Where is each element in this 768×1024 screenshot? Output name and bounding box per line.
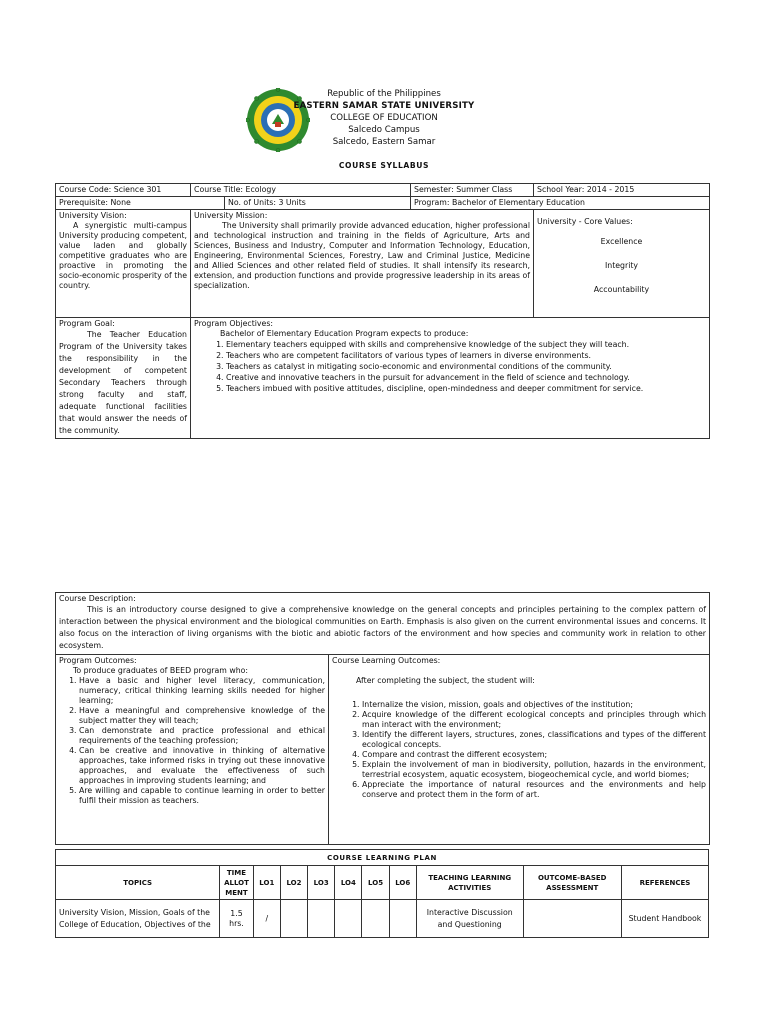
campus-location: Salcedo, Eastern Samar	[332, 137, 436, 147]
syllabus-info-table	[55, 183, 710, 439]
header-assessment: OUTCOME-BASED ASSESSMENT	[523, 866, 621, 900]
header-time-allotment: TIME ALLOT MENT	[220, 866, 253, 900]
row-topic: University Vision, Mission, Goals of the College of Education, Objectives of the	[56, 900, 220, 938]
vision-text: A synergistic multi-campus University producing competent, value laden and globally competitive graduates who are proactive in promoting the socio-economic prosperity of the country.	[59, 221, 188, 290]
list-item: 4. Creative and innovative teachers in the pursuit for advancement in the field of science and technology.	[226, 372, 706, 383]
table-row	[56, 900, 709, 938]
header-lo6: LO6	[389, 866, 416, 900]
list-item: 6. Appreciate the importance of natural resources and the environments and help conserve and protect them in the form of art.	[362, 780, 706, 800]
list-item: 4. Can be creative and innovative in thinking of alternative approaches, take informed risks in trying out these innovative approaches, and evaluate the effectiveness of such approaches in improving students learning; and	[79, 746, 325, 786]
school-year: School Year: 2014 - 2015	[534, 184, 710, 197]
list-item: 3. Teachers as catalyst in mitigating socio-economic and environmental conditions of the community.	[226, 361, 706, 372]
header-activities: TEACHING LEARNING ACTIVITIES	[416, 866, 523, 900]
list-item: 1. Elementary teachers equipped with skills and comprehensive knowledge of the subject they will teach.	[226, 339, 706, 350]
header-lo2: LO2	[280, 866, 307, 900]
program-goal-text: The Teacher Education Program of the University takes the responsibility in the development of competent Secondary Teachers through strong faculty and staff, adequate functional facilities that would answer the needs of the community.	[59, 330, 187, 435]
core-value-item: Accountability	[593, 285, 650, 294]
university-mission-cell	[191, 210, 534, 318]
list-item: 5. Are willing and capable to continue learning in order to better fulfil their mission as teachers.	[79, 786, 325, 806]
list-item: 4. Compare and contrast the different ecosystem;	[362, 750, 706, 760]
course-code: Course Code: Science 301	[56, 184, 191, 197]
row-activity: Interactive Discussion and Questioning	[416, 900, 523, 938]
list-item: 5. Explain the involvement of man in biodiversity, pollution, hazards in the environment, terrestrial ecosystem, aquatic ecosystem, biogeochemical cycle, and world biomes;	[362, 760, 706, 780]
mission-label: University Mission:	[194, 211, 268, 220]
row-lo6	[389, 900, 416, 938]
header-topics: TOPICS	[56, 866, 220, 900]
row-lo4	[335, 900, 362, 938]
course-learning-plan-table	[55, 849, 709, 938]
header-lo3: LO3	[308, 866, 335, 900]
university-vision-cell	[56, 210, 191, 318]
core-values-cell	[534, 210, 710, 318]
course-details-table	[55, 592, 710, 845]
prerequisite: Prerequisite: None	[56, 197, 225, 210]
course-outcomes-list	[332, 700, 706, 800]
header-lo4: LO4	[335, 866, 362, 900]
row-lo5	[362, 900, 389, 938]
course-title: Course Title: Ecology	[191, 184, 411, 197]
units: No. of Units: 3 Units	[225, 197, 411, 210]
core-values-label: University - Core Values:	[537, 217, 633, 226]
document-title: COURSE SYLLABUS	[338, 161, 430, 170]
list-item: 2. Acquire knowledge of the different ecological concepts and principles through which man interact with the environment;	[362, 710, 706, 730]
row-time: 1.5 hrs.	[220, 900, 253, 938]
campus-name: Salcedo Campus	[348, 125, 420, 135]
program-goal-label: Program Goal:	[59, 319, 115, 328]
semester: Semester: Summer Class	[411, 184, 534, 197]
list-item: 3. Can demonstrate and practice professional and ethical requirements of the teaching profession;	[79, 726, 325, 746]
header-lo5: LO5	[362, 866, 389, 900]
list-item: 1. Have a basic and higher level literacy, communication, numeracy, critical thinking learning skills needed for higher learning;	[79, 676, 325, 706]
row-lo2	[280, 900, 307, 938]
program-outcomes-label: Program Outcomes:	[59, 656, 137, 665]
row-reference: Student Handbook	[621, 900, 708, 938]
core-value-item: Integrity	[604, 261, 639, 270]
document-header	[0, 88, 768, 148]
course-description-text: This is an introductory course designed to give a comprehensive knowledge on the general concepts and principles pertaining to the complex pattern of interaction between the physical environment and the biological communities on Earth. Emphasis is also given on the current environmental issues and concerns. It also focus on the interaction of living organisms with the biotic and abiotic factors of the environment and how species and community work in relation to other ecosystem.	[59, 605, 707, 650]
program-objectives-cell	[191, 318, 710, 439]
course-outcomes-label: Course Learning Outcomes:	[332, 656, 441, 665]
vision-label: University Vision:	[59, 211, 127, 220]
list-item: 2. Teachers who are competent facilitators of various types of learners in diverse environments.	[226, 350, 706, 361]
course-outcomes-intro: After completing the subject, the student will:	[356, 676, 535, 685]
header-references: REFERENCES	[621, 866, 708, 900]
header-lo1: LO1	[253, 866, 280, 900]
program-objectives-intro: Bachelor of Elementary Education Program expects to produce:	[220, 329, 469, 338]
program-objectives-list	[194, 339, 706, 394]
program: Program: Bachelor of Elementary Education	[411, 197, 710, 210]
list-item: 1. Internalize the vision, mission, goals and objectives of the institution;	[362, 700, 706, 710]
plan-title: COURSE LEARNING PLAN	[56, 850, 709, 866]
row-lo1: /	[253, 900, 280, 938]
program-outcomes-list	[59, 676, 325, 806]
republic-line: Republic of the Philippines	[327, 89, 441, 99]
program-goal-cell	[56, 318, 191, 439]
university-name: EASTERN SAMAR STATE UNIVERSITY	[293, 101, 475, 111]
core-value-item: Excellence	[600, 237, 643, 246]
course-description-label: Course Description:	[59, 594, 136, 603]
college-name: COLLEGE OF EDUCATION	[330, 113, 438, 123]
list-item: 2. Have a meaningful and comprehensive knowledge of the subject matter they will teach;	[79, 706, 325, 726]
course-description-cell	[56, 593, 710, 655]
list-item: 3. Identify the different layers, structures, zones, classifications and types of the different ecological concepts.	[362, 730, 706, 750]
program-objectives-label: Program Objectives:	[194, 319, 274, 328]
program-outcomes-intro: To produce graduates of BEED program who:	[73, 666, 249, 675]
row-lo3	[308, 900, 335, 938]
row-assessment	[523, 900, 621, 938]
list-item: 5. Teachers imbued with positive attitudes, discipline, open-mindedness and deeper commitment for service.	[226, 383, 706, 394]
course-outcomes-cell	[329, 655, 710, 845]
mission-text: The University shall primarily provide advanced education, higher professional and technological instruction and training in the fields of Agriculture, Arts and Sciences, Business and Industry, Computer and Information Technology, Education, Engineering, Environmental Sciences, Forestry, Law and Criminal Justice, Medicine and Allied Sciences and other related field of studies. It shall intensify its research, extension, and production functions and provide progressive leadership in its areas of specialization.	[194, 221, 530, 290]
program-outcomes-cell	[56, 655, 329, 845]
